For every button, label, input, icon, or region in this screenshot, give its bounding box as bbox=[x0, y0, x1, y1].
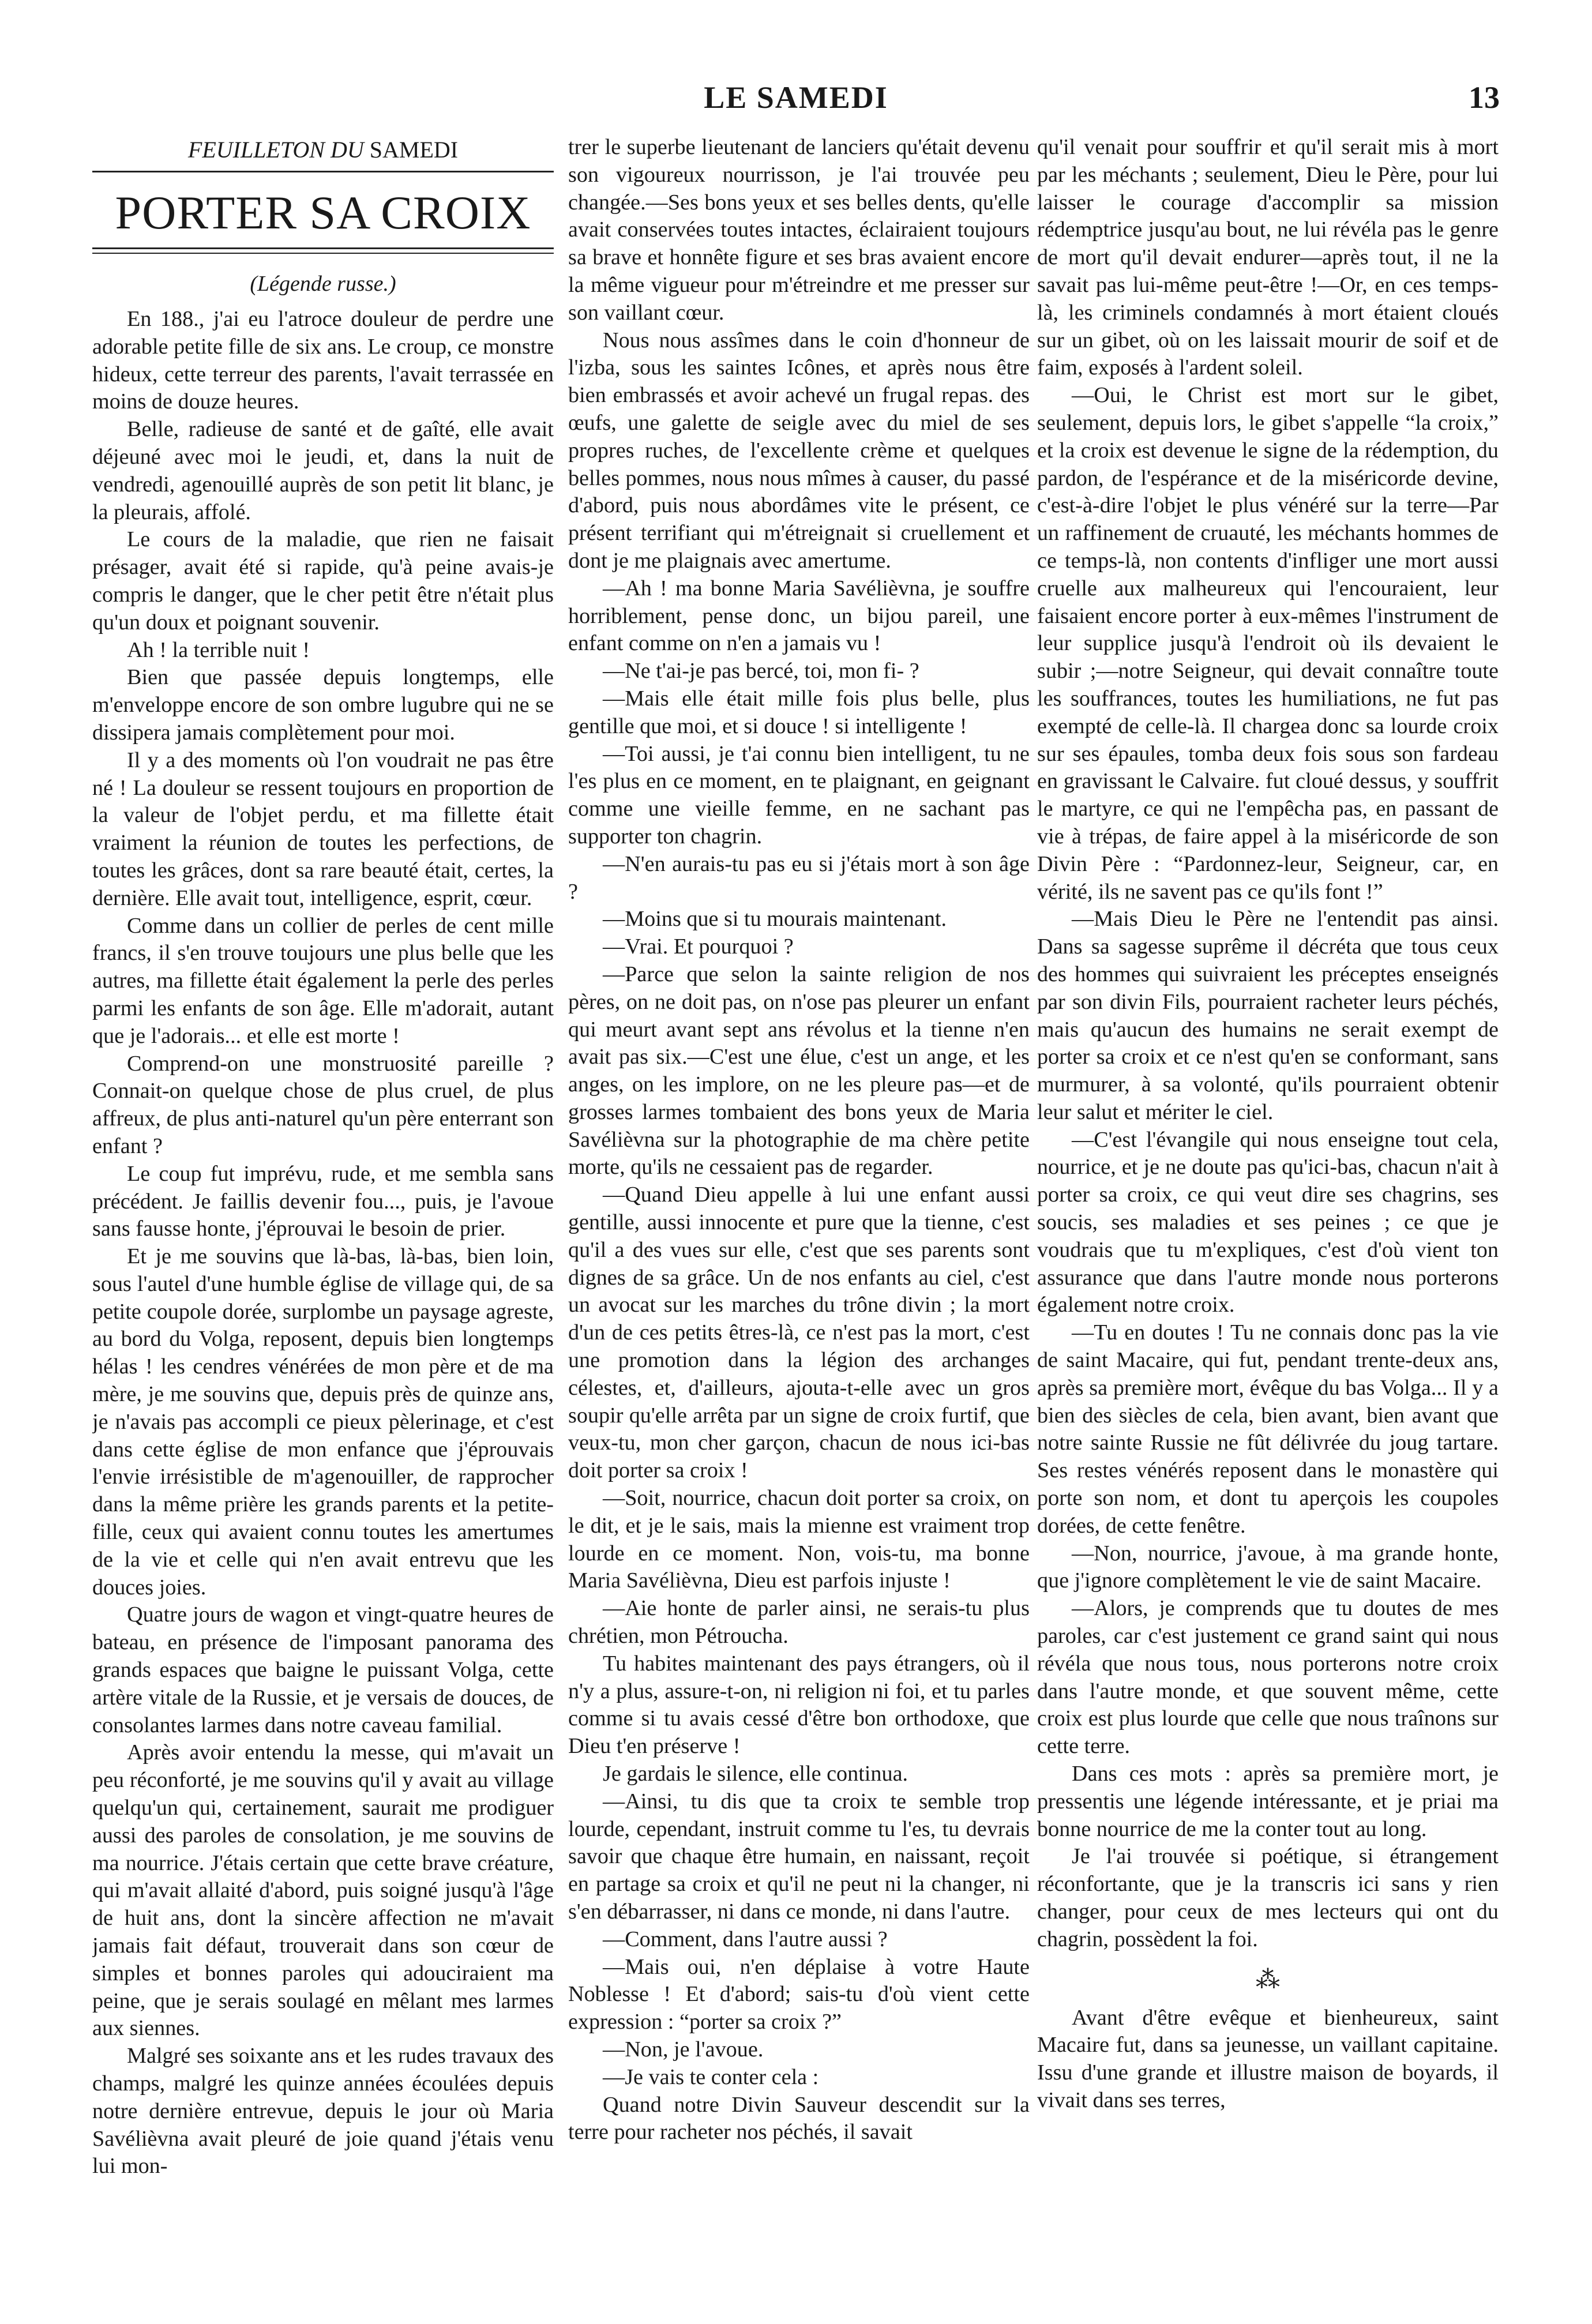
column-1 bbox=[92, 134, 554, 2294]
paragraph: En 188., j'ai eu l'atroce douleur de perdre une adorable petite fille de six ans. Le croup, ce monstre hideux, cette terreur des parents, l'avait terrassée en moins de douze heures. bbox=[92, 307, 554, 414]
paragraph: Comprend-on une monstruosité pareille ? Connait-on quelque chose de plus cruel, de plus affreux, de plus anti-naturel qu'un père enterrant son enfant ? bbox=[92, 1051, 554, 1158]
story-title: PORTER SA CROIX bbox=[115, 186, 531, 239]
feuilleton-label bbox=[92, 134, 554, 166]
paragraph: —Soit, nourrice, chacun doit porter sa croix, on le dit, et je le sais, mais la mienne est vraiment trop lourde en ce moment. Non, vois-tu, ma bonne Maria Savélièvna, Dieu est parfois injuste ! bbox=[568, 1486, 1030, 1593]
page-number: 13 bbox=[1469, 80, 1500, 115]
paragraph: —Ainsi, tu dis que ta croix te semble trop lourde, cependant, instruit comme tu l'es, tu devrais savoir que chaque être humain, en naissant, reçoit en partage sa croix et qu'il ne peut ni la changer, ni s'en débarrasser, ni dans ce monde, ni dans l'autre. bbox=[568, 1789, 1030, 1924]
paragraph: Après avoir entendu la messe, qui m'avait un peu réconforté, je me souvins qu'il y avait au village quelqu'un qui, certainement, saurait me prodiguer aussi des paroles de consolation, je me souvins de ma nourrice. J'étais certain que cette brave créature, qui m'avait allaité d'abord, puis soigné jusqu'à l'âge de huit ans, dont la sincère affection ne m'avait jamais fait défaut, trouverait dans son cœur de simples et bonnes paroles qui adouciraient ma peine, que je serais soulagé en mêlant mes larmes aux siennes. bbox=[92, 1740, 554, 2041]
paragraph: —Je vais te conter cela : bbox=[603, 2064, 819, 2089]
paragraph: Il y a des moments où l'on voudrait ne pas être né ! La douleur se ressent toujours en proportion de la valeur de l'objet perdu, et ma fillette était vraiment la réunion de toutes les perfections, de toutes les grâces, dont sa rare beauté était, certes, la dernière. Elle avait tout, intelligence, esprit, cœur. bbox=[92, 748, 554, 910]
paragraph: Je l'ai trouvée si poétique, si étrangement réconfortante, que je la transcris ici sans y rien changer, pour ceux de mes lecteurs qui ont du chagrin, possèdent la foi. bbox=[1037, 1844, 1499, 1951]
column-2 bbox=[568, 134, 1030, 2294]
paragraph: —Parce que selon la sainte religion de nos pères, on ne doit pas, on n'ose pas pleurer un enfant qui meurt avant sept ans révolus et la tienne n'en avait pas six.—C'est une élue, c'est un ange, et les anges, on les implore, on ne les pleure pas—et de grosses larmes tombaient des bons yeux de Maria Savélièvna sur la photographie de ma chère petite morte, qu'ils ne cessaient pas de regarder. bbox=[568, 962, 1030, 1180]
feuilleton-label-suffix: SAMEDI bbox=[369, 137, 459, 163]
title-rule-bottom bbox=[92, 247, 554, 249]
paragraph: Dans ces mots : après sa première mort, je pressentis une légende intéressante, et je priai ma bonne nourrice de me la conter tout au long. bbox=[1037, 1762, 1499, 1841]
paragraph: —Tu en doutes ! Tu ne connais donc pas la vie de saint Macaire, qui fut, pendant trente-deux ans, après sa première mort, évêque du bas Volga... Il y a bien des siècles de cela, bien avant, bien avant que notre sainte Russie ne fût délivrée du joug tartare. Ses restes vénérés reposent dans le monastère qui porte son nom, et dont tu aperçois les coupoles dorées, de cette fenêtre. bbox=[1037, 1320, 1499, 1538]
paragraph: Comme dans un collier de perles de cent mille francs, il s'en trouve toujours une plus belle que les autres, ma fillette était également la perle des perles parmi les enfants de son âge. Elle m'adorait, autant que je l'adorais... et elle est morte ! bbox=[92, 913, 554, 1048]
paragraph: —N'en aurais-tu pas eu si j'étais mort à son âge ? bbox=[568, 851, 1030, 904]
paragraph: qu'il venait pour souffrir et qu'il serait mis à mort par les méchants ; seulement, Dieu le Père, pour lui laisser le courage d'accomplir sa mission rédemptrice jusqu'au bout, ne lui révéla pas le genre de mort qu'il devait endurer—après tout, il ne la savait pas lui-même peut-être !—Or, en ces temps-là, les criminels condamnés à mort étaient cloués sur un gibet, où on les laissait mourir de soif et de faim, exposés à l'ardent soleil. bbox=[1037, 135, 1499, 380]
story-subtitle: (Légende russe.) bbox=[250, 272, 396, 296]
paragraph: Je gardais le silence, elle continua. bbox=[603, 1762, 908, 1786]
paragraph: Tu habites maintenant des pays étrangers, où il n'y a plus, assure-t-on, ni religion ni foi, et tu parles comme si tu avais cessé d'être bon orthodoxe, que Dieu t'en préserve ! bbox=[568, 1651, 1030, 1759]
title-rule-bottom-thin bbox=[92, 253, 554, 254]
paragraph: —Non, je l'avoue. bbox=[603, 2037, 764, 2062]
paragraph: Avant d'être evêque et bienheureux, saint Macaire fut, dans sa jeunesse, un vaillant capitaine. Issu d'une grande et illustre maison de boyards, il vivait dans ses terres, bbox=[1037, 2005, 1499, 2112]
paragraph: —Oui, le Christ est mort sur le gibet, seulement, depuis lors, le gibet s'appelle “la croix,” et la croix est devenue le signe de la rédemption, du pardon, de l'espérance et de la miséricorde devine, c'est-à-dire l'objet le plus vénéré sur la terre—Par un raffinement de cruauté, les méchants hommes de ce temps-là, non contents d'infliger une mort aussi cruelle aux malheureux qui l'encouraient, leur faisaient encore porter à eux-mêmes l'instrument de leur supplice jusqu'à l'endroit où ils devaient le subir ;—notre Seigneur, qui devait connaître toute les souffrances, toutes les humiliations, ne fut pas exempté de celle-là. Il chargea donc sa lourde croix sur ses épaules, tomba deux fois sous son fardeau en gravissant le Calvaire. fut cloué dessus, y souffrit le martyre, ce qui ne l'empêcha pas, en passant de vie à trépas, de faire appel à la miséricorde de son Divin Père : “Pardonnez-leur, Seigneur, car, en vérité, ils ne savent pas ce qu'ils font !” bbox=[1037, 383, 1499, 904]
paragraph: —Non, nourrice, j'avoue, à ma grande honte, que j'ignore complètement le vie de saint Macaire. bbox=[1037, 1541, 1499, 1593]
paragraph: Ah ! la terrible nuit ! bbox=[127, 637, 310, 662]
column-2-text bbox=[568, 134, 1030, 2146]
paragraph: —Moins que si tu mourais maintenant. bbox=[603, 907, 947, 932]
paragraph: —Aie honte de parler ainsi, ne serais-tu plus chrétien, mon Pétroucha. bbox=[568, 1596, 1030, 1649]
column-3-text bbox=[1037, 134, 1499, 1954]
running-title: LE SAMEDI bbox=[704, 80, 888, 115]
section-asterism: ⁂ bbox=[1256, 1966, 1280, 1993]
paragraph: —Ne t'ai-je pas bercé, toi, mon fi- ? bbox=[603, 659, 919, 684]
column-1-text bbox=[92, 306, 554, 2180]
feuilleton-label-prefix: FEUILLETON DU bbox=[187, 137, 364, 163]
paragraph: —Quand Dieu appelle à lui une enfant aussi gentille, aussi innocente et pure que la tienne, c'est qu'il a des vues sur elle, c'est que ses parents sont dignes de sa grâce. Un de nos enfants au ciel, c'est un avocat sur les marches du trône divin ; la mort d'un de ces petits êtres-là, ce n'est pas la mort, c'est une promotion dans la légion des archanges célestes, et, d'ailleurs, ajouta-t-elle avec un gros soupir qu'elle arrêta par un signe de croix furtif, que veux-tu, mon cher garçon, chacun de nous ici-bas doit porter sa croix ! bbox=[568, 1182, 1030, 1483]
paragraph: trer le superbe lieutenant de lanciers qu'était devenu son vigoureux nourrisson, je l'ai trouvée peu changée.—Ses bons yeux et ses belles dents, qu'elle avait conservées toutes intactes, éclairaient toujours sa brave et honnête figure et ses bras avaient encore la même vigueur pour m'étreindre et me presser sur son vaillant cœur. bbox=[568, 135, 1030, 325]
paragraph: Nous nous assîmes dans le coin d'honneur de l'izba, sous les saintes Icônes, et après nous être bien embrassés et avoir achevé un frugal repas. des œufs, une galette de seigle avec du miel de ses propres ruches, de l'excellente crème et quelques belles pommes, nous nous mîmes à causer, du passé d'abord, puis nous abordâmes vite le présent, ce présent terrifiant qui m'étreignait si cruellement et dont je me plaignais avec amertume. bbox=[568, 328, 1030, 573]
paragraph: —Mais elle était mille fois plus belle, plus gentille que moi, et si douce ! si intelligente ! bbox=[568, 686, 1030, 738]
paragraph: Quatre jours de wagon et vingt-quatre heures de bateau, en présence de l'imposant panorama des grands espaces que baigne le puissant Volga, cette artère vitale de la Russie, et je versais de douces, de consolantes larmes dans notre caveau familial. bbox=[92, 1602, 554, 1737]
paragraph: —C'est l'évangile qui nous enseigne tout cela, nourrice, et je ne doute pas qu'ici-bas, chacun n'ait à porter sa croix, ce qui veut dire ses chagrins, ses soucis, ses maladies et ses peines ; ce que je voudrais que tu m'expliques, c'est d'où vient ton assurance que dans l'autre monde nous porterons également notre croix. bbox=[1037, 1127, 1499, 1317]
paragraph: —Mais oui, n'en déplaise à votre Haute Noblesse ! Et d'abord; sais-tu d'où vient cette expression : “porter sa croix ?” bbox=[568, 1954, 1030, 2034]
paragraph: —Ah ! ma bonne Maria Savélièvna, je souffre horriblement, pense donc, un bijou pareil, une enfant comme on n'en a jamais vu ! bbox=[568, 576, 1030, 656]
paragraph: —Comment, dans l'autre aussi ? bbox=[603, 1927, 888, 1951]
paragraph: Le cours de la maladie, que rien ne faisait présager, avait été si rapide, qu'à peine avais-je compris le danger, que le cher petit être n'était plus qu'un doux et poignant souvenir. bbox=[92, 527, 554, 634]
column-3 bbox=[1037, 134, 1499, 2294]
paragraph: —Mais Dieu le Père ne l'entendit pas ainsi. Dans sa sagesse suprême il décréta que tous ceux des hommes qui suivraient les préceptes enseignés par son divin Fils, pourraient racheter leurs péchés, mais qu'aucun des humains ne serait exempt de porter sa croix et ce n'est qu'en se conformant, sans murmurer, à sa volonté, qu'ils pourraient obtenir leur salut et mériter le ciel. bbox=[1037, 907, 1499, 1124]
paragraph: —Vrai. Et pourquoi ? bbox=[603, 934, 794, 959]
paragraph: Le coup fut imprévu, rude, et me sembla sans précédent. Je faillis devenir fou..., puis, je l'avoue sans fausse honte, j'éprouvai le besoin de prier. bbox=[92, 1161, 554, 1241]
page-header bbox=[92, 80, 1500, 114]
paragraph: Quand notre Divin Sauveur descendit sur la terre pour racheter nos péchés, il savait bbox=[568, 2092, 1030, 2145]
title-rule-top bbox=[92, 171, 554, 172]
paragraph: Et je me souvins que là-bas, là-bas, bien loin, sous l'autel d'une humble église de village qui, de sa petite coupole dorée, surplombe un paysage agreste, au bord du Volga, reposent, depuis bien longtemps hélas ! les cendres vénérées de mon père et de ma mère, je me souvins que, depuis près de quinze ans, je n'avais pas accompli ce pieux pèlerinage, et c'est dans cette église de mon enfance que j'éprouvais l'envie irrésistible de m'agenouiller, de rapprocher dans la même prière les grands parents et la petite-fille, ceux qui avaient connu toutes les amertumes de la vie et celle qui n'en avait entrevu que les douces joies. bbox=[92, 1244, 554, 1600]
paragraph: Bien que passée depuis longtemps, elle m'enveloppe encore de son ombre lugubre qui ne se dissipera jamais complètement pour moi. bbox=[92, 665, 554, 745]
paragraph: Malgré ses soixante ans et les rudes travaux des champs, malgré les quinze années écoulées depuis notre dernière entrevue, depuis le jour où Maria Savélièvna avait pleuré de joie quand j'étais venu lui mon- bbox=[92, 2044, 554, 2179]
paragraph: —Alors, je comprends que tu doutes de mes paroles, car c'est justement ce grand saint qui nous révéla que nous tous, nous porterons notre croix dans l'autre monde, et que souvent même, cette croix est plus lourde que celle que nous traînons sur cette terre. bbox=[1037, 1596, 1499, 1759]
paragraph: —Toi aussi, je t'ai connu bien intelligent, tu ne l'es plus en ce moment, en te plaignant, en geignant comme une vieille femme, en ne sachant pas supporter ton chagrin. bbox=[568, 741, 1030, 848]
paragraph: Belle, radieuse de santé et de gaîté, elle avait déjeuné avec moi le jeudi, et, dans la nuit de vendredi, agenouillé auprès de son petit lit blanc, je la pleurais, affolé. bbox=[92, 417, 554, 524]
